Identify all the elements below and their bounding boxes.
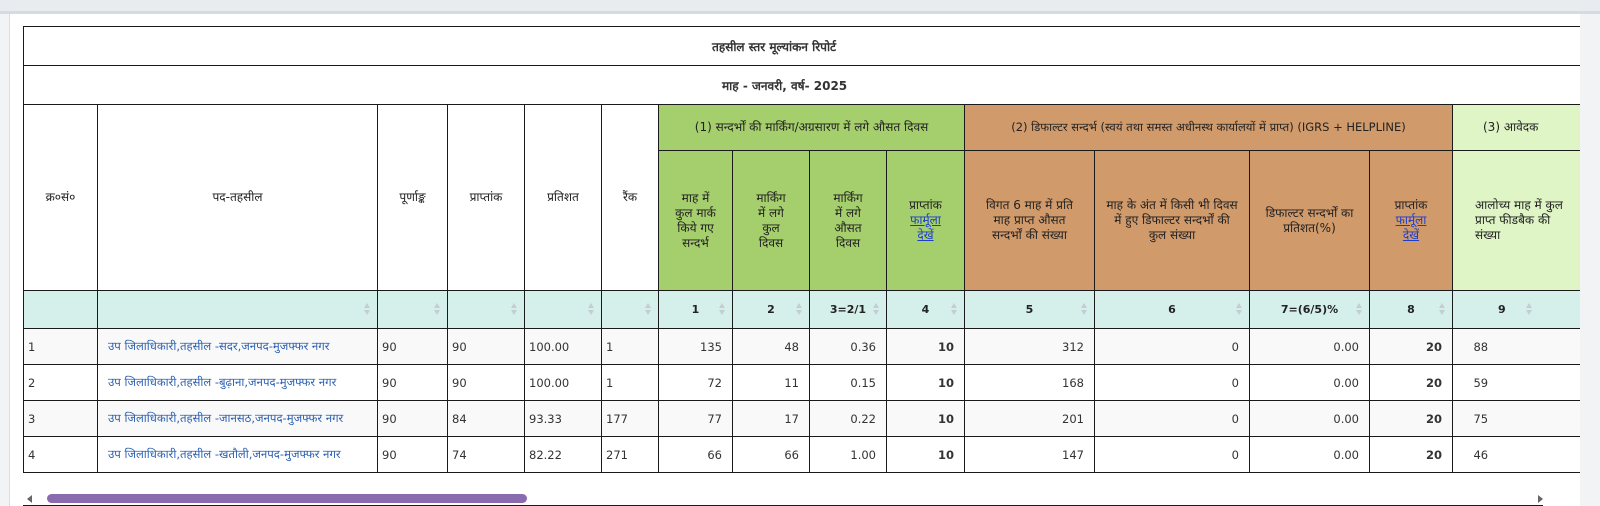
scroll-left-arrow-icon[interactable] (27, 495, 32, 503)
cell-c2: 48 (733, 329, 810, 365)
table-row (24, 401, 1581, 437)
cell-obtained: 90 (448, 329, 525, 365)
sort-label: 5 (1025, 303, 1034, 316)
cell-percent: 100.00 (525, 365, 602, 401)
sort-cell-9[interactable] (1453, 291, 1581, 329)
cell-rank: 1 (602, 365, 659, 401)
top-bar (0, 0, 1600, 14)
sort-cell-4[interactable] (887, 291, 965, 329)
cell-sno: 1 (24, 329, 98, 365)
header-percent[interactable]: प्रतिशत (525, 105, 602, 291)
cell-c4: 10 (887, 329, 965, 365)
cell-c7: 0.00 (1250, 437, 1370, 473)
sort-cell[interactable] (448, 291, 525, 329)
sort-icon (588, 303, 595, 315)
cell-c5: 201 (965, 401, 1095, 437)
cell-c8: 20 (1370, 365, 1453, 401)
header-rank[interactable]: रैंक (602, 105, 659, 291)
report-panel (9, 14, 1580, 506)
cell-c6: 0 (1095, 365, 1250, 401)
cell-post (98, 329, 378, 365)
sort-cell-1[interactable] (659, 291, 733, 329)
sort-icon (796, 303, 803, 315)
sort-icon (719, 303, 726, 315)
sort-icon (951, 303, 958, 315)
sort-label: 8 (1407, 303, 1415, 316)
cell-c9: 59 (1453, 365, 1581, 401)
sort-cell[interactable] (525, 291, 602, 329)
cell-c5: 147 (965, 437, 1095, 473)
sort-label: 6 (1168, 303, 1176, 316)
cell-sno: 2 (24, 365, 98, 401)
cell-c7: 0.00 (1250, 401, 1370, 437)
report-period: माह - जनवरी, वर्ष- 2025 (24, 66, 1581, 105)
cell-c9: 75 (1453, 401, 1581, 437)
cell-c8: 20 (1370, 401, 1453, 437)
sort-icon (645, 303, 652, 315)
cell-c3: 0.22 (810, 401, 887, 437)
sort-label: 2 (767, 303, 775, 316)
cell-sno: 3 (24, 401, 98, 437)
cell-percent: 82.22 (525, 437, 602, 473)
sort-icon (1081, 303, 1088, 315)
sort-icon (873, 303, 880, 315)
sort-cell[interactable] (98, 291, 378, 329)
sort-cell-8[interactable] (1370, 291, 1453, 329)
cell-c2: 11 (733, 365, 810, 401)
horizontal-scrollbar[interactable] (23, 492, 1580, 506)
cell-c3: 1.00 (810, 437, 887, 473)
cell-c8: 20 (1370, 329, 1453, 365)
cell-c5: 312 (965, 329, 1095, 365)
header-c8-label: प्राप्तांक (1394, 198, 1428, 212)
cell-c4: 10 (887, 401, 965, 437)
cell-percent: 100.00 (525, 329, 602, 365)
cell-rank: 271 (602, 437, 659, 473)
header-c3[interactable]: मार्किंग में लगे औसत दिवस (810, 151, 887, 291)
cell-rank: 1 (602, 329, 659, 365)
sort-cell-2[interactable] (733, 291, 810, 329)
sort-label: 9 (1498, 303, 1506, 316)
cell-c9: 88 (1453, 329, 1581, 365)
header-c4[interactable] (887, 151, 965, 291)
scroll-right-arrow-icon[interactable] (1538, 495, 1543, 503)
cell-percent: 93.33 (525, 401, 602, 437)
header-c4-label: प्राप्तांक (909, 198, 942, 212)
cell-c6: 0 (1095, 329, 1250, 365)
cell-rank: 177 (602, 401, 659, 437)
cell-c4: 10 (887, 365, 965, 401)
sort-cell[interactable] (602, 291, 659, 329)
cell-sno: 4 (24, 437, 98, 473)
header-group-3: (3) आवेदक (1453, 105, 1581, 151)
cell-post (98, 365, 378, 401)
cell-c3: 0.15 (810, 365, 887, 401)
sort-cell[interactable] (378, 291, 448, 329)
cell-c6: 0 (1095, 437, 1250, 473)
cell-c4: 10 (887, 437, 965, 473)
cell-c3: 0.36 (810, 329, 887, 365)
header-sno[interactable]: क्र०सं० (24, 105, 98, 291)
sort-cell-7[interactable] (1250, 291, 1370, 329)
sort-icon (1236, 303, 1243, 315)
cell-c1: 66 (659, 437, 733, 473)
header-c9[interactable]: आलोच्य माह में कुल प्राप्त फीडबैक की संख्या (1453, 151, 1581, 291)
table-row (24, 365, 1581, 401)
sort-icon (511, 303, 518, 315)
sort-icon (434, 303, 441, 315)
cell-c1: 135 (659, 329, 733, 365)
cell-c2: 17 (733, 401, 810, 437)
tehsil-link[interactable]: उप जिलाधिकारी,तहसील -बुढ़ाना,जनपद-मुजफ्फर नगर (108, 375, 337, 389)
sort-cell-5[interactable] (965, 291, 1095, 329)
cell-full: 90 (378, 365, 448, 401)
header-c7[interactable]: डिफाल्टर सन्दर्भों का प्रतिशत(%) (1250, 151, 1370, 291)
sort-icon (364, 303, 371, 315)
sort-icon (1356, 303, 1363, 315)
header-group-2: (2) डिफाल्टर सन्दर्भ (स्वयं तथा समस्त अधीनस्थ कार्यालयों में प्राप्त) (IGRS + HELPLINE) (965, 105, 1453, 151)
tehsil-link[interactable]: उप जिलाधिकारी,तहसील -सदर,जनपद-मुजफ्फर नगर (108, 339, 330, 353)
cell-c6: 0 (1095, 401, 1250, 437)
table-viewport (23, 26, 1580, 491)
sort-cell-6[interactable] (1095, 291, 1250, 329)
formula-link-1[interactable]: फार्मूला देखें (910, 213, 941, 242)
sort-icon (1526, 303, 1533, 315)
table-row (24, 329, 1581, 365)
header-c2[interactable]: मार्किंग में लगे कुल दिवस (733, 151, 810, 291)
report-table (23, 26, 1580, 473)
cell-obtained: 84 (448, 401, 525, 437)
cell-full: 90 (378, 329, 448, 365)
header-c1[interactable]: माह में कुल मार्क किये गए सन्दर्भ (659, 151, 733, 291)
cell-c1: 72 (659, 365, 733, 401)
cell-c1: 77 (659, 401, 733, 437)
cell-c9: 46 (1453, 437, 1581, 473)
header-obtained[interactable]: प्राप्तांक (448, 105, 525, 291)
report-title: तहसील स्तर मूल्यांकन रिपोर्ट (24, 27, 1581, 66)
tehsil-link[interactable]: उप जिलाधिकारी,तहसील -जानसठ,जनपद-मुजफ्फर नगर (108, 411, 344, 425)
cell-obtained: 74 (448, 437, 525, 473)
sort-label: 3=2/1 (829, 303, 867, 316)
sort-label: 4 (921, 303, 930, 316)
cell-c2: 66 (733, 437, 810, 473)
cell-obtained: 90 (448, 365, 525, 401)
cell-full: 90 (378, 401, 448, 437)
cell-c7: 0.00 (1250, 329, 1370, 365)
header-post[interactable]: पद-तहसील (98, 105, 378, 291)
tehsil-link[interactable]: उप जिलाधिकारी,तहसील -खतौली,जनपद-मुजफ्फर नगर (108, 447, 341, 461)
header-c6[interactable]: माह के अंत में किसी भी दिवस में हुए डिफाल्टर सन्दर्भों की कुल संख्या (1095, 151, 1250, 291)
sort-label: 7=(6/5)% (1280, 303, 1339, 316)
header-group-1: (1) सन्दर्भों की मार्किंग/अग्रसारण में लगे औसत दिवस (659, 105, 965, 151)
cell-c8: 20 (1370, 437, 1453, 473)
cell-c5: 168 (965, 365, 1095, 401)
cell-full: 90 (378, 437, 448, 473)
cell-c7: 0.00 (1250, 365, 1370, 401)
cell-post (98, 437, 378, 473)
table-row (24, 437, 1581, 473)
cell-post (98, 401, 378, 437)
sort-label: 1 (691, 303, 700, 316)
header-c5[interactable]: विगत 6 माह में प्रति माह प्राप्त औसत सन्दर्भों की संख्या (965, 151, 1095, 291)
header-full-marks[interactable]: पूर्णाङ्क (378, 105, 448, 291)
sort-icon (1439, 303, 1446, 315)
sort-cell-3[interactable] (810, 291, 887, 329)
formula-link-2[interactable]: फार्मूला देखें (1395, 213, 1427, 242)
sort-cell[interactable] (24, 291, 98, 329)
header-c8[interactable] (1370, 151, 1453, 291)
scrollbar-thumb[interactable] (47, 494, 527, 503)
